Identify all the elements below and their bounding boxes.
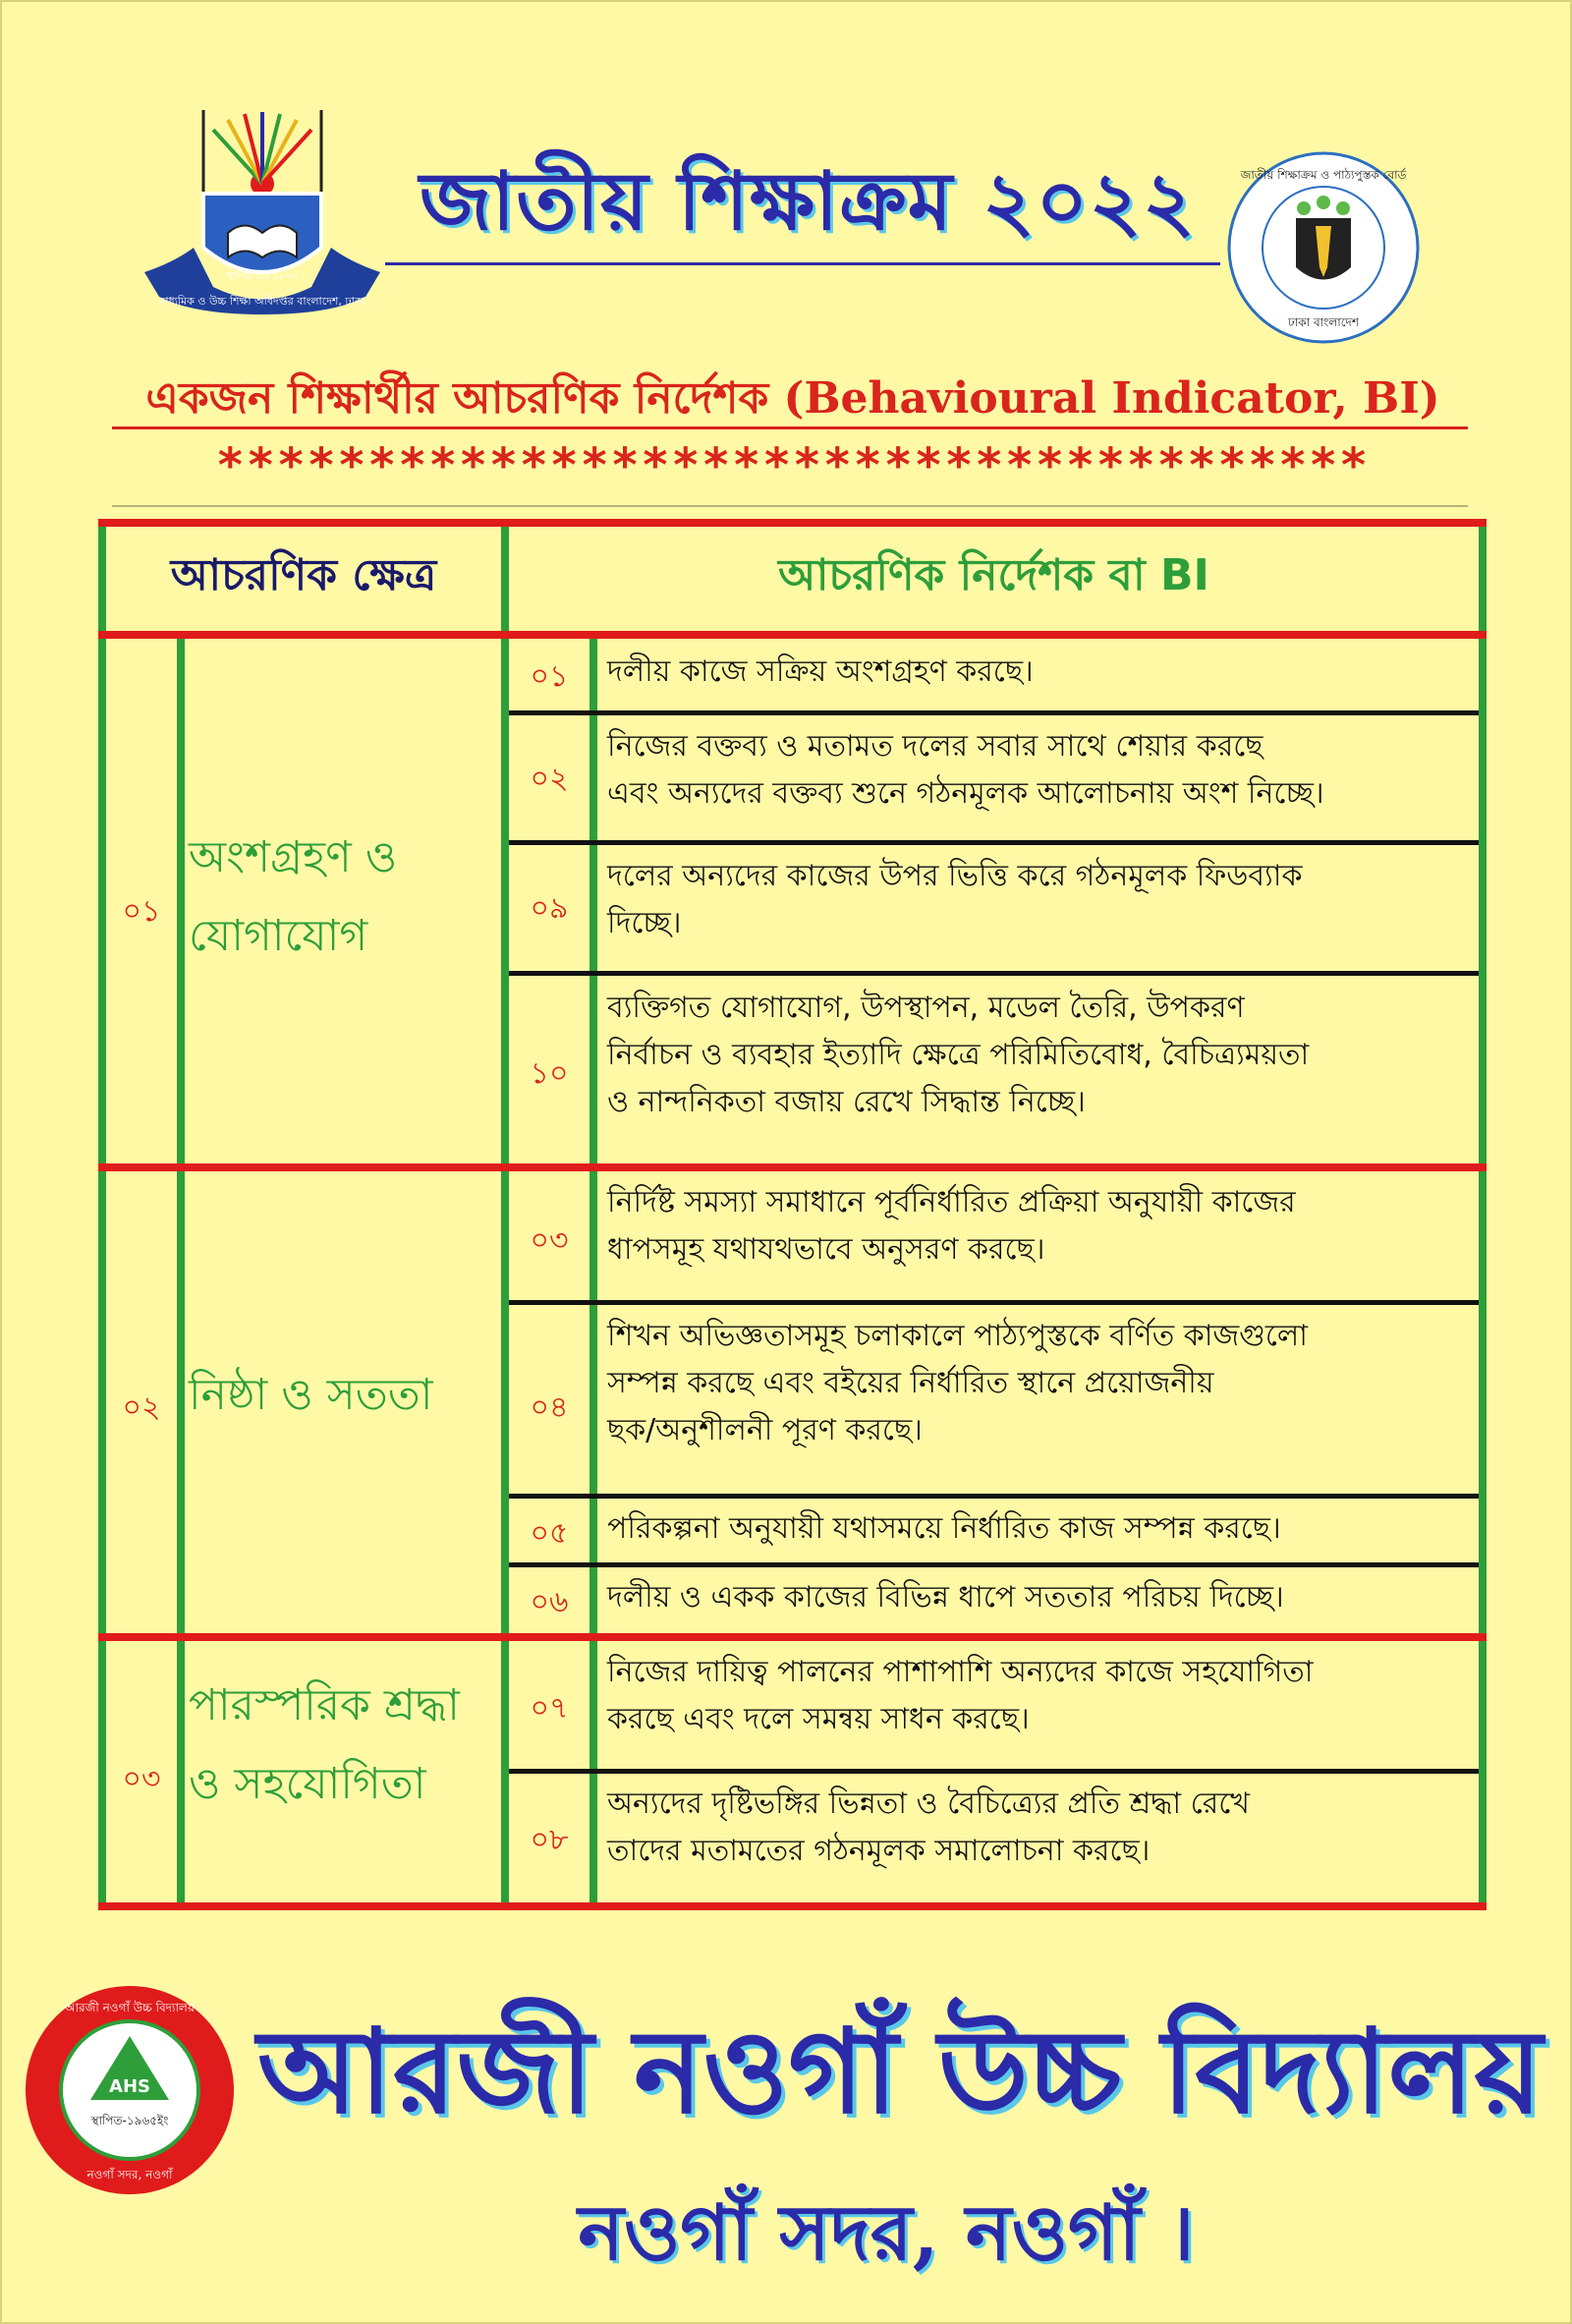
item-number: ০৩ bbox=[530, 1223, 569, 1258]
indicator-line: এবং অন্যদের বক্তব্য শুনে গঠনমূলক আলোচনায় অংশ নিচ্ছে। bbox=[607, 776, 1324, 811]
table-border-left bbox=[98, 519, 106, 1910]
indicator-line: দলের অন্যদের কাজের উপর ভিত্তি করে গঠনমূলক ফিডব্যাক bbox=[607, 859, 1303, 893]
indicator-line: শিখন অভিজ্ঞতাসমূহ চলাকালে পাঠ্যপুস্তকে বর্ণিত কাজগুলো bbox=[607, 1319, 1308, 1353]
indicator-text bbox=[607, 723, 1472, 818]
item-number: ০৮ bbox=[530, 1823, 569, 1857]
area-name bbox=[189, 1356, 493, 1435]
rising-sun-icon bbox=[213, 112, 311, 196]
area-number: ০১ bbox=[122, 894, 161, 929]
area-name bbox=[189, 819, 493, 976]
svg-text:মাধ্যমিক ও উচ্চ শিক্ষা অধিদপ্ত: মাধ্যমিক ও উচ্চ শিক্ষা অধিদপ্তর বাংলাদেশ, ঢাকা bbox=[159, 295, 365, 308]
svg-text:নওগাঁ সদর, নওগাঁ: নওগাঁ সদর, নওগাঁ bbox=[86, 2168, 173, 2182]
item-number: ০৯ bbox=[530, 891, 569, 926]
dshe-crest-logo bbox=[135, 100, 390, 316]
column-header-bi: আচরণিক নির্দেশক বা BI bbox=[778, 550, 1209, 600]
indicator-line: অন্যদের দৃষ্টিভঙ্গির ভিন্নতা ও বৈচিত্র্যের প্রতি শ্রদ্ধা রেখে bbox=[607, 1786, 1250, 1821]
star-divider: ************************************** bbox=[215, 438, 1371, 493]
subtitle-underline bbox=[112, 426, 1468, 429]
area-divider-2 bbox=[98, 1633, 1487, 1641]
table-bottom-rule bbox=[98, 1902, 1487, 1910]
item-no-divider bbox=[590, 635, 597, 1910]
item-number: ০১ bbox=[530, 659, 569, 694]
row-rule bbox=[509, 1562, 1479, 1567]
title-underline bbox=[385, 262, 1220, 265]
indicator-line: দলীয় কাজে সক্রিয় অংশগ্রহণ করছে। bbox=[607, 654, 1034, 689]
indicator-text bbox=[607, 985, 1472, 1126]
column-divider bbox=[501, 519, 509, 1910]
indicator-line: নিজের দায়িত্ব পালনের পাশাপাশি অন্যদের কাজে সহযোগিতা bbox=[607, 1655, 1314, 1689]
indicator-line: পরিকল্পনা অনুযায়ী যথাসময়ে নির্ধারিত কাজ সম্পন্ন করছে। bbox=[607, 1511, 1281, 1546]
item-number: ০২ bbox=[530, 762, 569, 796]
indicator-text bbox=[607, 1179, 1472, 1274]
school-address: নওগাঁ সদর, নওগাঁ । bbox=[578, 2188, 1195, 2278]
area-number: ০৩ bbox=[122, 1762, 161, 1796]
row-rule bbox=[509, 1494, 1479, 1499]
header-bottom-rule bbox=[98, 631, 1487, 639]
area-no-divider bbox=[177, 635, 185, 1910]
subtitle: একজন শিক্ষার্থীর আচরণিক নির্দেশক (Behavioural Indicator, BI) bbox=[145, 373, 1440, 424]
svg-text:ঢাকা বাংলাদেশ: ঢাকা বাংলাদেশ bbox=[1288, 315, 1359, 329]
area-divider-1 bbox=[98, 1163, 1487, 1171]
bi-table bbox=[98, 519, 1487, 1910]
column-header-area: আচরণিক ক্ষেত্র bbox=[170, 550, 437, 600]
svg-text:স্থাপিত-১৯৬৫ইং: স্থাপিত-১৯৬৫ইং bbox=[90, 2114, 169, 2127]
area-name-line: অংশগ্রহণ ও bbox=[189, 832, 398, 882]
indicator-line: সম্পন্ন করছে এবং বইয়ের নির্ধারিত স্থানে প্রয়োজনীয় bbox=[607, 1366, 1214, 1400]
indicator-line: তাদের মতামতের গঠনমূলক সমালোচনা করছে। bbox=[607, 1834, 1151, 1868]
indicator-line: দলীয় ও একক কাজের বিভিন্ন ধাপে সততার পরিচয় দিচ্ছে। bbox=[607, 1580, 1284, 1615]
indicator-text bbox=[607, 1649, 1472, 1743]
row-rule bbox=[509, 1769, 1479, 1774]
divider-rule bbox=[112, 505, 1468, 507]
row-rule bbox=[509, 840, 1479, 845]
area-name-line: ও সহযোগিতা bbox=[189, 1759, 426, 1809]
indicator-line: ও নান্দনিকতা বজায় রেখে সিদ্ধান্ত নিচ্ছে। bbox=[607, 1085, 1086, 1119]
indicator-line: ছক/অনুশীলনী পূরণ করছে। bbox=[607, 1413, 923, 1447]
school-seal-logo bbox=[22, 1982, 238, 2198]
item-number: ০৪ bbox=[530, 1390, 569, 1425]
svg-text:জাতীয় শিক্ষাক্রম ও পাঠ্যপুস্ত: জাতীয় শিক্ষাক্রম ও পাঠ্যপুস্তক বোর্ড bbox=[1240, 168, 1407, 182]
area-name-line: যোগাযোগ bbox=[189, 911, 368, 961]
table-border-right bbox=[1479, 519, 1487, 1910]
area-name-line: পারস্পরিক শ্রদ্ধা bbox=[189, 1680, 460, 1730]
table-top-rule bbox=[98, 519, 1487, 527]
area-number: ০২ bbox=[122, 1390, 161, 1425]
indicator-line: নির্দিষ্ট সমস্যা সমাধানে পূর্বনির্ধারিত প্রক্রিয়া অনুযায়ী কাজের bbox=[607, 1185, 1296, 1219]
row-rule bbox=[509, 971, 1479, 976]
indicator-text bbox=[607, 853, 1472, 947]
page-title: জাতীয় শিক্ষাক্রম ২০২২ bbox=[419, 154, 1197, 249]
item-number: ০৭ bbox=[530, 1691, 569, 1726]
item-number: ০৫ bbox=[530, 1516, 569, 1551]
item-number: ০৬ bbox=[530, 1585, 569, 1619]
indicator-text bbox=[607, 1574, 1472, 1621]
indicator-text bbox=[607, 1781, 1472, 1875]
row-rule bbox=[509, 710, 1479, 715]
svg-text:AHS: AHS bbox=[109, 2076, 150, 2097]
indicator-text bbox=[607, 649, 1472, 696]
indicator-text bbox=[607, 1505, 1472, 1553]
svg-text:আরজী নওগাঁ উচ্চ বিদ্যালয়: আরজী নওগাঁ উচ্চ বিদ্যালয় bbox=[65, 2001, 195, 2014]
nctb-logo bbox=[1225, 149, 1422, 346]
indicator-line: ধাপসমূহ যথাযথভাবে অনুসরণ করছে। bbox=[607, 1232, 1045, 1267]
book-nib-emblem-icon bbox=[1296, 196, 1351, 280]
indicator-line: ব্যক্তিগত যোগাযোগ, উপস্থাপন, মডেল তৈরি, উপকরণ bbox=[607, 991, 1245, 1025]
area-name-line: নিষ্ঠা ও সততা bbox=[189, 1370, 433, 1420]
school-name: আরজী নওগাঁ উচ্চ বিদ্যালয় bbox=[257, 2003, 1543, 2139]
item-number: ১০ bbox=[530, 1056, 569, 1091]
indicator-line: দিচ্ছে। bbox=[607, 906, 682, 940]
svg-text:স্থাপিত ঃ ১৮২৩: স্থাপিত ঃ ১৮২৩ bbox=[226, 271, 299, 282]
indicator-line: করছে এবং দলে সমন্বয় সাধন করছে। bbox=[607, 1702, 1030, 1736]
area-name bbox=[189, 1667, 493, 1824]
indicator-line: নিজের বক্তব্য ও মতামত দলের সবার সাথে শেয়ার করছে bbox=[607, 729, 1263, 764]
row-rule bbox=[509, 1300, 1479, 1305]
indicator-text bbox=[607, 1313, 1472, 1454]
indicator-line: নির্বাচন ও ব্যবহার ইত্যাদি ক্ষেত্রে পরিমিতিবোধ, বৈচিত্র্যময়তা bbox=[607, 1038, 1310, 1072]
